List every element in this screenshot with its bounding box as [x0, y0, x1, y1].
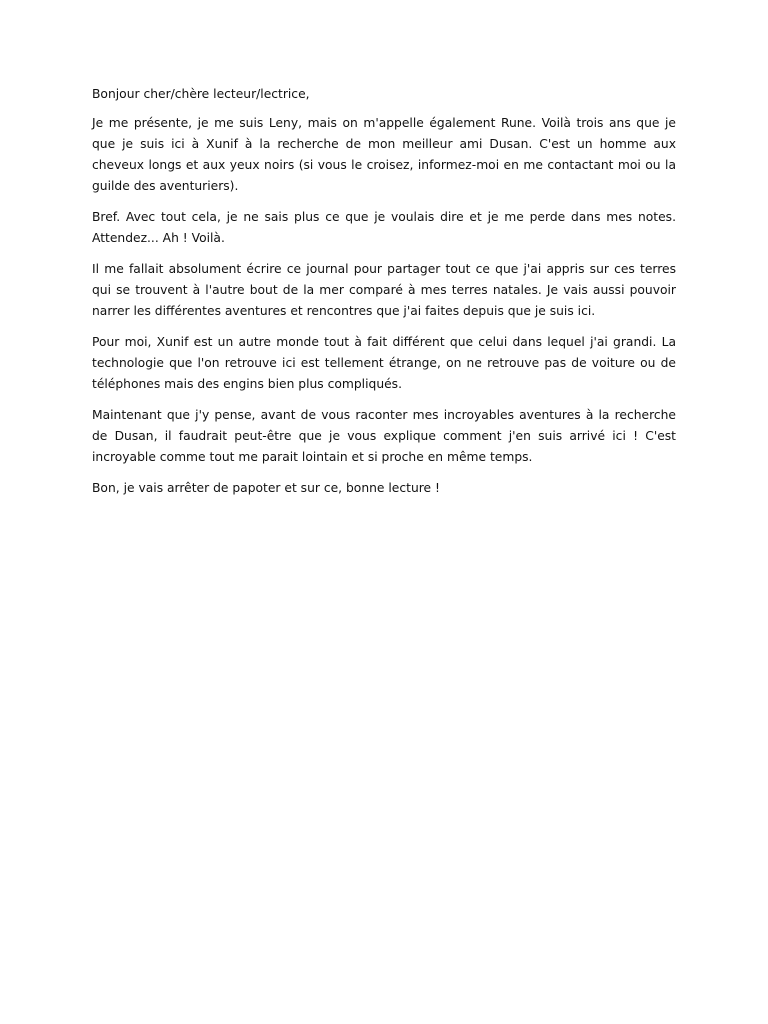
paragraph-xunif-world: Pour moi, Xunif est un autre monde tout à fait différent que celui dans lequel j'ai grandi. La technologie que l'on retrouve ici est tellement étrange, on ne retrouve pas de voiture ou de téléphones mais des engins bien plus compliqués.: [92, 335, 676, 391]
closing-line: Bon, je vais arrêter de papoter et sur ce, bonne lecture !: [92, 481, 440, 495]
paragraph-notes: Bref. Avec tout cela, je ne sais plus ce que je voulais dire et je me perde dans mes notes. Attendez... Ah ! Voilà.: [92, 210, 676, 245]
paragraph-journal-purpose: Il me fallait absolument écrire ce journal pour partager tout ce que j'ai appris sur ces terres qui se trouvent à l'autre bout de la mer comparé à mes terres natales. Je vais aussi pouvoir narrer les différentes aventures et rencontres que j'ai faites depuis que je suis ici.: [92, 262, 676, 318]
document-body: [92, 84, 676, 509]
greeting: Bonjour cher/chère lecteur/lectrice,: [92, 87, 310, 101]
paragraph-introduction: Je me présente, je me suis Leny, mais on m'appelle également Rune. Voilà trois ans que je que je suis ici à Xunif à la recherche de mon meilleur ami Dusan. C'est un homme aux cheveux longs et aux yeux noirs (si vous le croisez, informez-moi en me contactant moi ou la guilde des aventuriers).: [92, 116, 676, 193]
paragraph-before-adventures: Maintenant que j'y pense, avant de vous raconter mes incroyables aventures à la recherche de Dusan, il faudrait peut-être que je vous explique comment j'en suis arrivé ici ! C'est incroyable comme tout me parait lointain et si proche en même temps.: [92, 408, 676, 464]
